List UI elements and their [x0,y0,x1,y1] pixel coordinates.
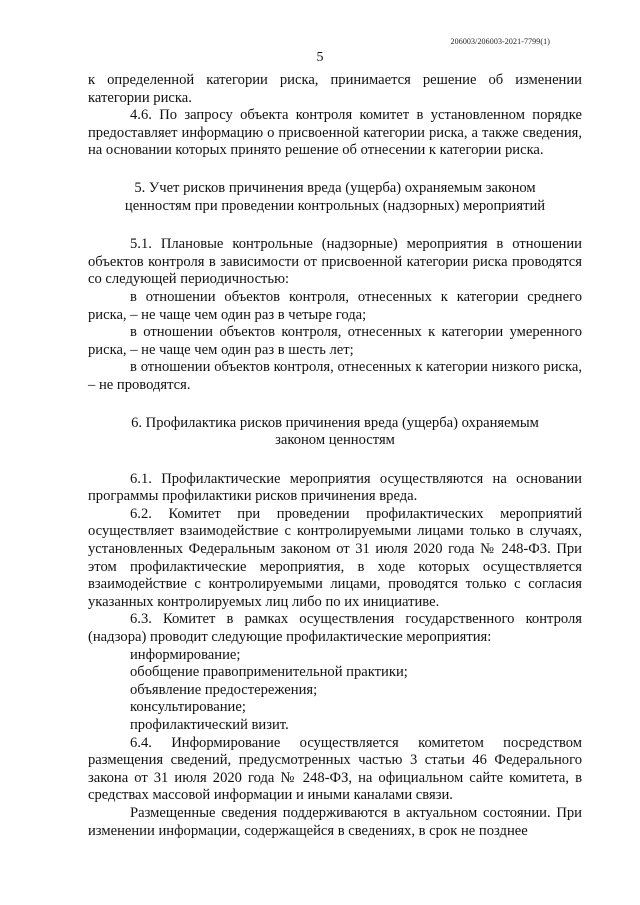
paragraph-5-1-medium-risk: в отношении объектов контроля, отнесенных к категории среднего риска, – не чаще чем один раз в четыре года; [88,288,582,323]
paragraph-5-1: 5.1. Плановые контрольные (надзорные) мероприятия в отношении объектов контроля в зависимости от присвоенной категории риска проводятся со следующей периодичностью: [88,236,582,288]
paragraph-last: Размещенные сведения поддерживаются в актуальном состоянии. При изменении информации, содержащейся в сведениях, в срок не позднее [88,804,582,839]
paragraph-6-4: 6.4. Информирование осуществляется комитетом посредством размещения сведений, предусмотренных частью 3 статьи 46 Федерального закона от 31 июля 2020 года № 248-ФЗ, на официальном сайте комитета, в средствах массовой информации и иными каналами связи. [88,734,582,804]
paragraph-6-3: 6.3. Комитет в рамках осуществления государственного контроля (надзора) проводит следующие профилактические мероприятия: [88,611,582,646]
page-number: 5 [316,50,324,65]
paragraph-4-6: 4.6. По запросу объекта контроля комитет в установленном порядке предоставляет информацию о присвоенной категории риска, а также сведения, на основании которых принято решение об отнесении к категории риска. [88,107,582,159]
list-item: обобщение правоприменительной практики; [130,664,408,681]
document-body [88,72,582,840]
section-heading-6: 6. Профилактика рисков причинения вреда (ущерба) охраняемым законом ценностям [131,414,539,449]
list-6-3 [88,647,582,735]
paragraph-5-1-low-risk: в отношении объектов контроля, отнесенных к категории низкого риска, – не проводятся. [88,359,582,393]
paragraph-5-1-moderate-risk: в отношении объектов контроля, отнесенных к категории умеренного риска, – не чаще чем один раз в шесть лет; [88,324,582,358]
paragraph-6-1: 6.1. Профилактические мероприятия осуществляются на основании программы профилактики рисков причинения вреда. [88,470,582,505]
section-heading-5: 5. Учет рисков причинения вреда (ущерба) охраняемым законом ценностям при проведении контрольных (надзорных) мероприятий [124,179,546,214]
paragraph-6-2: 6.2. Комитет при проведении профилактических мероприятий осуществляет взаимодействие с контролируемыми лицами только в случаях, установленных Федеральным законом от 31 июля 2020 года № 248-ФЗ. При этом профилактические мероприятия, в ходе которых осуществляется взаимодействие с контролируемыми лицами, проводятся только с согласия указанных контролируемых лиц либо по их инициативе. [88,505,582,610]
list-item: информирование; [130,646,241,663]
document-id: 206003/206003-2021-7799(1) [450,37,550,46]
list-item: профилактический визит. [130,717,289,733]
list-item: консультирование; [130,699,246,716]
list-item: объявление предостережения; [130,681,318,698]
paragraph-continuation: к определенной категории риска, принимается решение об изменении категории риска. [88,72,582,106]
